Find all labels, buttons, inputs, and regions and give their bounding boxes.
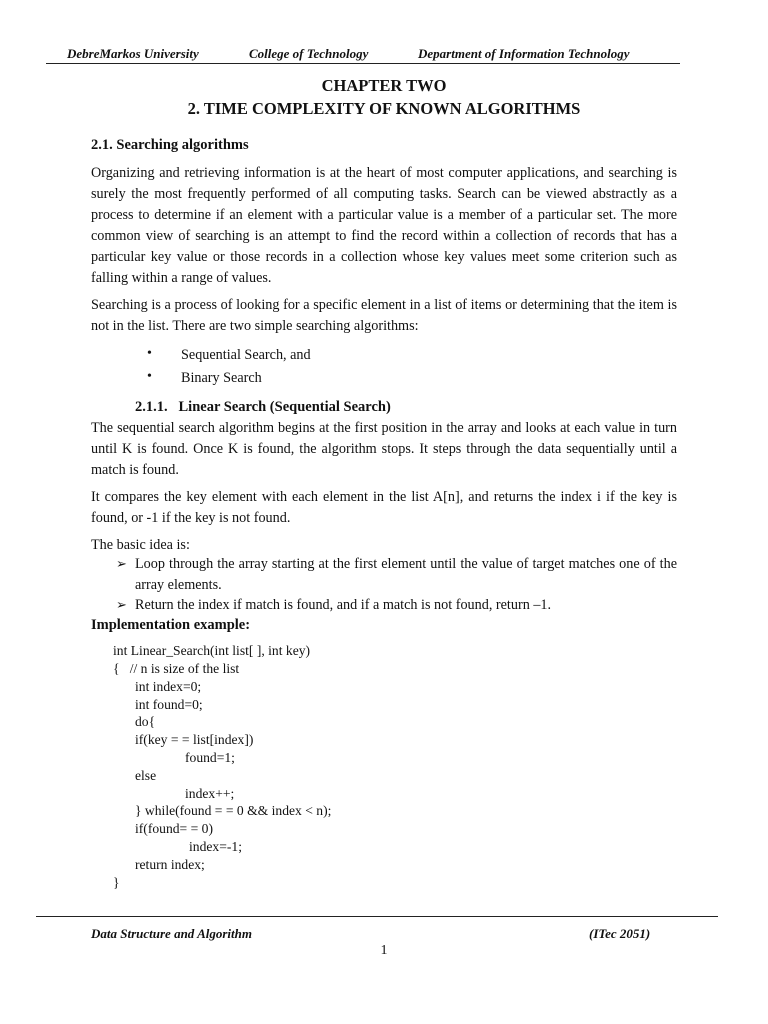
page-number: 1 (380, 943, 388, 958)
code-line: int Linear_Search(int list[ ], int key) (113, 643, 311, 658)
footer-course-code: (ITec 2051) (589, 926, 651, 941)
code-line: } (113, 875, 120, 890)
subsection-heading: 2.1.1. Linear Search (Sequential Search) (135, 399, 391, 415)
idea-point-loop: Loop through the array starting at the first element until the value of target matches one of the array elements. (135, 556, 677, 593)
idea-point-return: Return the index if match is found, and if a match is not found, return –1. (135, 597, 552, 613)
code-line: else (135, 768, 157, 783)
header-divider (46, 63, 680, 64)
section-heading: 2.1. Searching algorithms (91, 137, 249, 153)
code-line: } while(found = = 0 && index < n); (135, 803, 332, 818)
chapter-title: 2. TIME COMPLEXITY OF KNOWN ALGORITHMS (187, 99, 581, 118)
header-college: College of Technology (249, 46, 369, 61)
code-line: return index; (135, 857, 205, 872)
subsection-paragraph-2: It compares the key element with each element in the list A[n], and returns the index i if the key is found, or -1 if the key is not found. (91, 489, 677, 526)
footer-divider (36, 916, 718, 917)
bullet-dot: • (147, 346, 152, 361)
chapter-label: CHAPTER TWO (321, 76, 447, 95)
bullet-item-binary: Binary Search (181, 370, 262, 386)
code-line: if(key = = list[index]) (135, 732, 254, 747)
implementation-heading: Implementation example: (91, 617, 251, 633)
arrow-bullet-icon: ➢ (116, 556, 127, 571)
subsection-paragraph-1: The sequential search algorithm begins at the first position in the array and looks at each value in turn until K is found. Once K is found, the algorithm stops. It steps through the data sequentially until a match is found. (91, 420, 677, 478)
header-department: Department of Information Technology (418, 46, 630, 61)
bullet-item-sequential: Sequential Search, and (181, 347, 311, 363)
footer-course: Data Structure and Algorithm (91, 926, 252, 941)
code-line: int found=0; (135, 697, 203, 712)
basic-idea-label: The basic idea is: (91, 537, 190, 553)
arrow-bullet-icon: ➢ (116, 597, 127, 612)
code-line: int index=0; (135, 679, 202, 694)
header-university: DebreMarkos University (67, 46, 199, 61)
bullet-dot: • (147, 369, 152, 384)
code-line: if(found= = 0) (135, 821, 213, 836)
code-line: found=1; (185, 750, 235, 765)
code-line: do{ (135, 714, 156, 729)
section-paragraph-2: Searching is a process of looking for a specific element in a list of items or determining that the item is not in the list. There are two simple searching algorithms: (91, 297, 677, 334)
code-line: { // n is size of the list (113, 661, 240, 676)
section-paragraph-1: Organizing and retrieving information is at the heart of most computer applications, and searching is surely the most frequently performed of all computing tasks. Search can be viewed abstractly as a process to determine if an element with a particular value is a member of a particular set. The more common view of searching is an attempt to find the record within a collection of records that has a particular key value or those records in a collection whose key values meet some criterion such as falling within a range of values. (91, 165, 677, 286)
code-line: index=-1; (189, 839, 242, 854)
code-line: index++; (185, 786, 235, 801)
